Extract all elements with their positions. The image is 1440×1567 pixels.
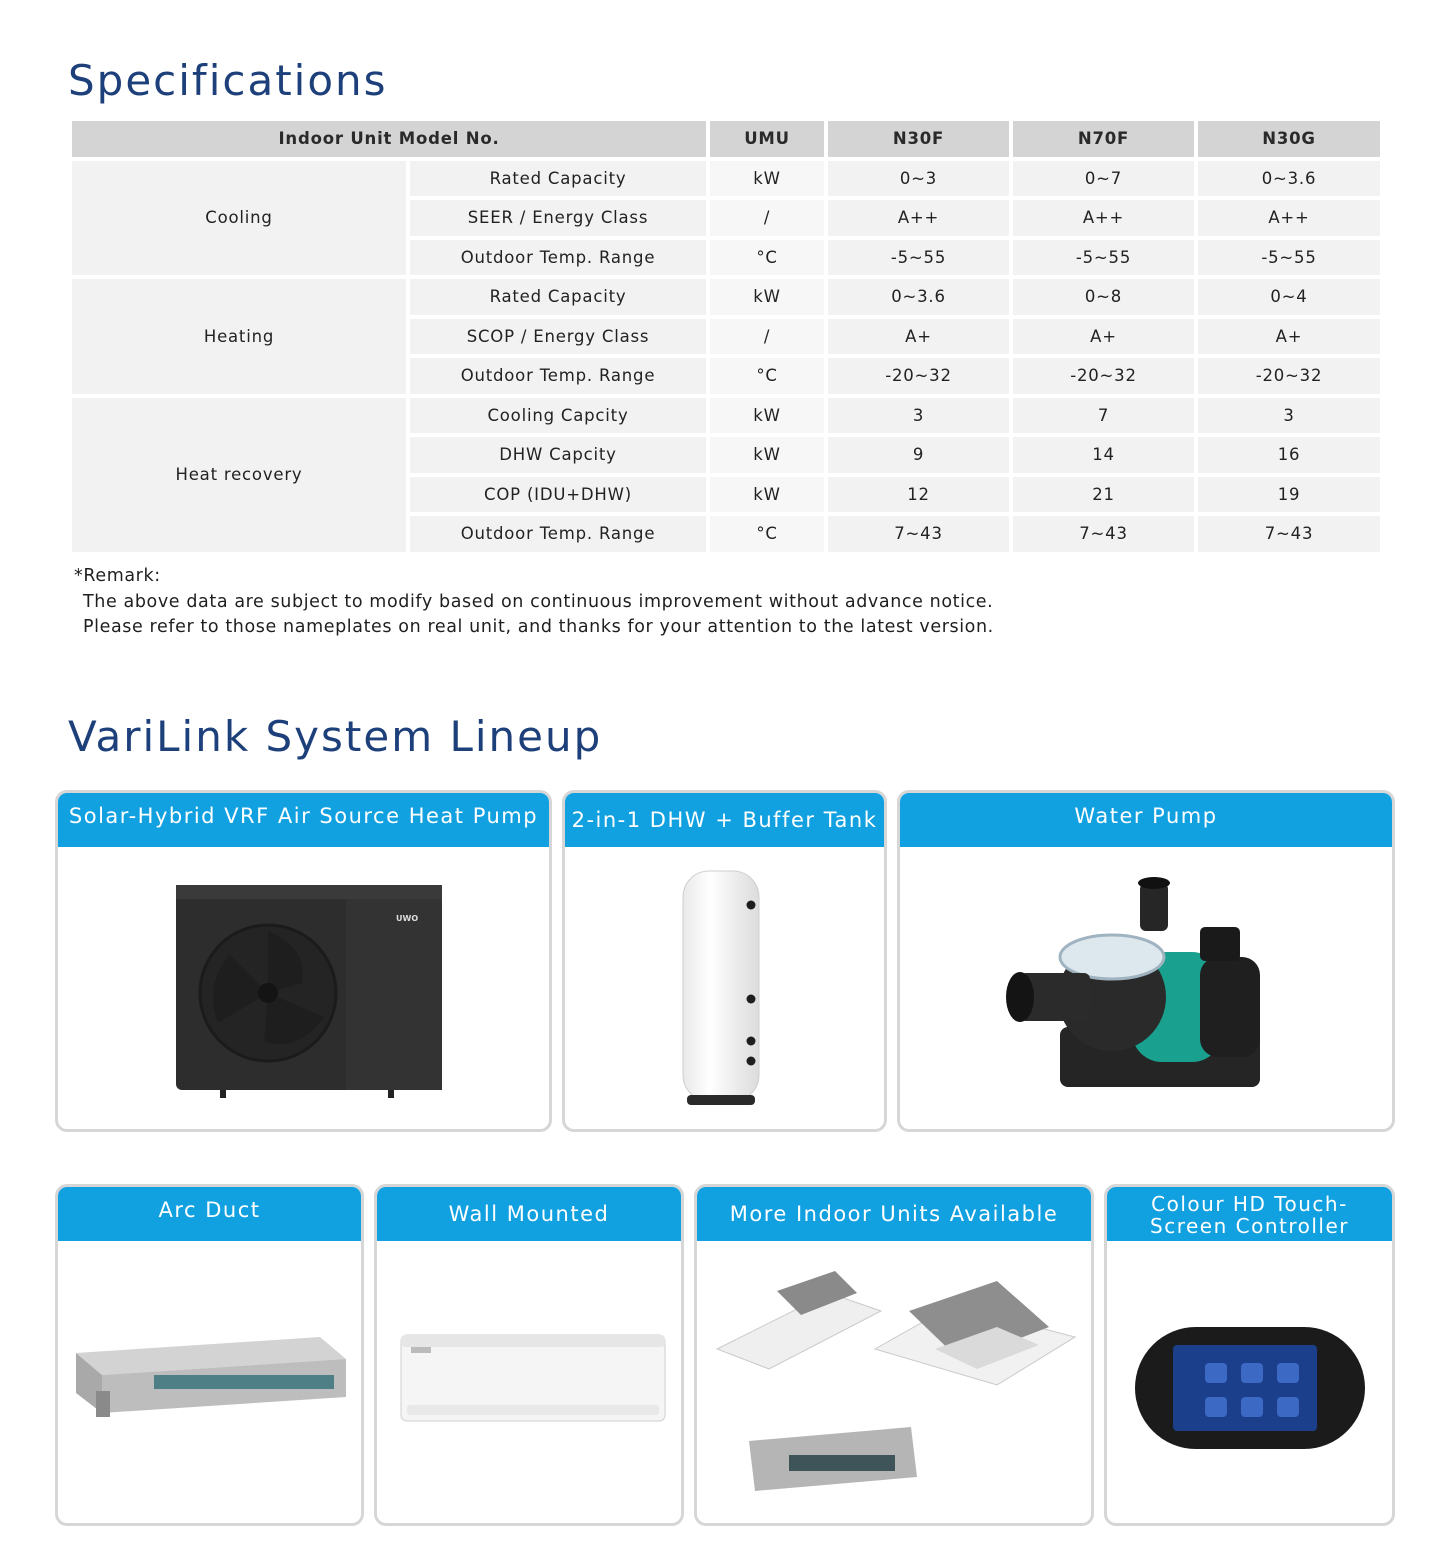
buffer-tank-image	[565, 847, 884, 1129]
water-pump-image	[900, 847, 1392, 1129]
cell-value: 9	[828, 437, 1009, 473]
wall-unit-image	[377, 1241, 681, 1523]
card-title: Arc Duct	[58, 1187, 361, 1241]
cell-value: 0~8	[1013, 279, 1194, 315]
cell-value: A++	[828, 200, 1009, 236]
controller-image	[1107, 1241, 1392, 1523]
cell-value: 3	[828, 398, 1009, 434]
cell-value: 7~43	[1198, 516, 1380, 552]
cell-value: 16	[1198, 437, 1380, 473]
cell-value: -5~55	[828, 240, 1009, 276]
lineup-title: VariLink System Lineup	[68, 712, 603, 761]
cell-value: -20~32	[1198, 358, 1380, 394]
row-unit: kW	[710, 477, 824, 513]
header-model-no: Indoor Unit Model No.	[72, 121, 706, 157]
row-label: SCOP / Energy Class	[410, 319, 706, 355]
cell-value: 7~43	[828, 516, 1009, 552]
cell-value: 0~7	[1013, 161, 1194, 197]
cell-value: 0~3.6	[1198, 161, 1380, 197]
row-label: DHW Capcity	[410, 437, 706, 473]
cell-value: A+	[828, 319, 1009, 355]
card-title: Wall Mounted	[377, 1187, 681, 1241]
specifications-table	[68, 117, 1384, 556]
row-label: Rated Capacity	[410, 279, 706, 315]
cell-value: 3	[1198, 398, 1380, 434]
row-label: SEER / Energy Class	[410, 200, 706, 236]
header-n30f: N30F	[828, 121, 1009, 157]
specifications-title: Specifications	[68, 56, 388, 105]
row-unit: °C	[710, 240, 824, 276]
row-unit: kW	[710, 398, 824, 434]
cell-value: 14	[1013, 437, 1194, 473]
card-touch-screen-controller	[1104, 1184, 1395, 1526]
cell-value: 19	[1198, 477, 1380, 513]
row-unit: kW	[710, 161, 824, 197]
cell-value: 0~3.6	[828, 279, 1009, 315]
remark-block	[74, 564, 994, 641]
cell-value: A++	[1198, 200, 1380, 236]
heat-pump-logo: UWO	[396, 914, 419, 923]
card-water-pump	[897, 790, 1395, 1132]
cell-value: 7	[1013, 398, 1194, 434]
heat-pump-image	[58, 847, 549, 1129]
card-heat-pump	[55, 790, 552, 1132]
arc-duct-image	[58, 1241, 361, 1523]
card-title: 2-in-1 DHW + Buffer Tank	[565, 793, 884, 847]
cell-value: -20~32	[1013, 358, 1194, 394]
row-unit: /	[710, 319, 824, 355]
header-n70f: N70F	[1013, 121, 1194, 157]
cell-value: A+	[1198, 319, 1380, 355]
row-unit: kW	[710, 437, 824, 473]
cell-value: 21	[1013, 477, 1194, 513]
cell-value: 0~3	[828, 161, 1009, 197]
cell-value: 7~43	[1013, 516, 1194, 552]
remark-line-1: The above data are subject to modify based on continuous improvement without advance notice.	[83, 591, 994, 612]
row-label: Outdoor Temp. Range	[410, 358, 706, 394]
group-heating: Heating	[72, 279, 406, 394]
table-row	[72, 279, 1380, 315]
table-header-row	[72, 121, 1380, 157]
card-wall-mounted	[374, 1184, 684, 1526]
table-row	[72, 161, 1380, 197]
card-arc-duct	[55, 1184, 364, 1526]
remark-title: *Remark:	[74, 566, 161, 586]
remark-line-2: Please refer to those nameplates on real unit, and thanks for your attention to the latest version.	[83, 617, 994, 637]
cell-value: -5~55	[1013, 240, 1194, 276]
card-buffer-tank	[562, 790, 887, 1132]
row-label: Cooling Capcity	[410, 398, 706, 434]
card-title: Colour HD Touch-Screen Controller	[1107, 1187, 1392, 1241]
row-label: COP (IDU+DHW)	[410, 477, 706, 513]
row-label: Outdoor Temp. Range	[410, 240, 706, 276]
row-label: Rated Capacity	[410, 161, 706, 197]
cell-value: A+	[1013, 319, 1194, 355]
header-umu: UMU	[710, 121, 824, 157]
row-label: Outdoor Temp. Range	[410, 516, 706, 552]
row-unit: °C	[710, 358, 824, 394]
cell-value: A++	[1013, 200, 1194, 236]
header-n30g: N30G	[1198, 121, 1380, 157]
row-unit: /	[710, 200, 824, 236]
group-heat-recovery: Heat recovery	[72, 398, 406, 552]
cell-value: 12	[828, 477, 1009, 513]
card-title: More Indoor Units Available	[697, 1187, 1091, 1241]
group-cooling: Cooling	[72, 161, 406, 276]
indoor-units-image	[697, 1241, 1091, 1523]
card-title: Solar-Hybrid VRF Air Source Heat Pump	[58, 793, 549, 847]
cell-value: -20~32	[828, 358, 1009, 394]
cell-value: -5~55	[1198, 240, 1380, 276]
card-more-indoor-units	[694, 1184, 1094, 1526]
cell-value: 0~4	[1198, 279, 1380, 315]
card-title: Water Pump	[900, 793, 1392, 847]
row-unit: °C	[710, 516, 824, 552]
row-unit: kW	[710, 279, 824, 315]
table-row	[72, 398, 1380, 434]
